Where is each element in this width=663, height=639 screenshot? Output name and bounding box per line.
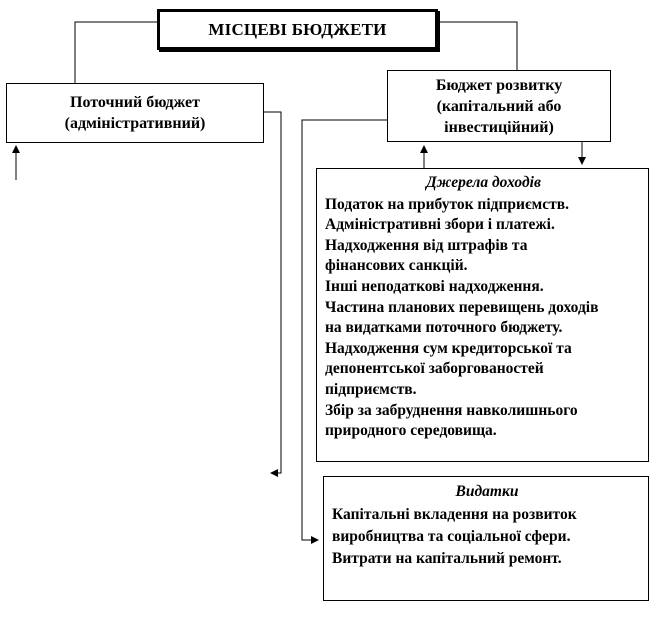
development-budget-box [387,70,611,142]
income-line: депонентської заборгованостей [325,360,544,378]
expense-line: Капітальні вкладення на розвиток [332,506,577,523]
development-budget-line3: інвестиційний) [444,118,554,136]
income-sources-box [316,168,649,462]
income-line: підприємств. [325,380,417,398]
income-line: фінансових санкцій. [325,257,468,275]
connector-title-to-current [75,22,157,83]
current-budget-box [6,83,264,143]
income-heading: Джерела доходів [426,174,541,191]
title-text: МІСЦЕВІ БЮДЖЕТИ [208,19,387,39]
current-budget-line2: (адміністративний) [64,115,206,132]
income-line: Інші неподаткові надходження. [325,277,544,295]
current-budget-line1: Поточний бюджет [70,94,200,111]
income-line: Надходження сум кредиторської та [325,339,572,357]
local-budgets-title [157,9,438,50]
income-line: природного середовища. [325,422,497,440]
income-line: Збір за забруднення навколишнього [325,401,578,419]
income-line: Адміністративні збори і платежі. [325,216,555,234]
expense-line: виробництва та соціальної сфери. [332,528,571,545]
expense-line: Витрати на капітальний ремонт. [332,550,562,567]
development-budget-line1: Бюджет розвитку [435,76,563,94]
income-line: Надходження від штрафів та [325,236,528,254]
income-line: Податок на прибуток підприємств. [325,195,569,213]
income-line: на видатками поточного бюджету. [325,319,563,337]
income-line: Частина планових перевищень доходів [325,298,599,316]
expenses-heading: Видатки [455,483,519,500]
connector-title-to-development [438,22,517,70]
expenses-box [323,476,649,601]
connector-current-down [264,112,281,473]
development-budget-line2: (капітальний або [436,97,562,115]
